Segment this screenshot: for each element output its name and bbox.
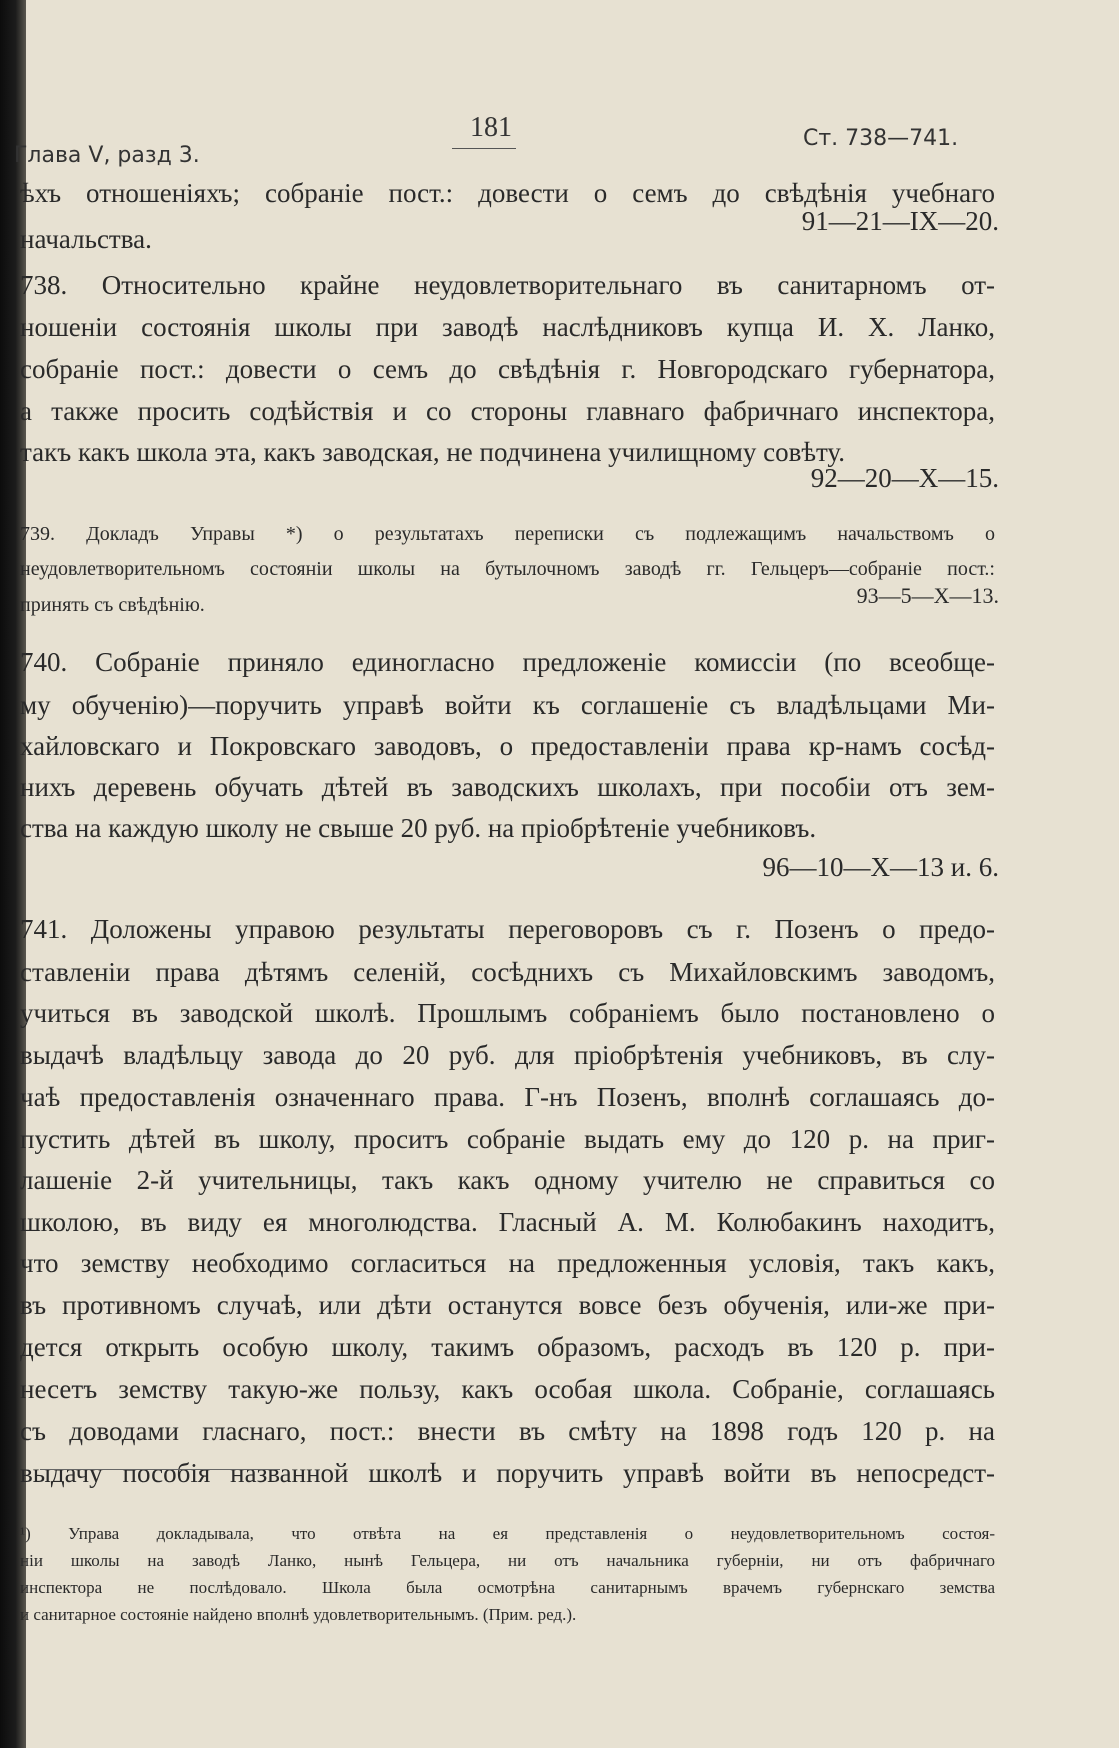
footnote-line: и санитарное состояніе найдено вполнѣ удовлетворительнымъ. (Прим. ред.). <box>20 1605 577 1624</box>
article-741-line: ставленіи права дѣтямъ селеній, сосѣднихъ съ Михайловскимъ заводомъ, <box>20 957 995 987</box>
article-739-line: принять съ свѣдѣнію. <box>20 594 205 616</box>
article-741-line: учиться въ заводской школѣ. Прошлымъ собраніемъ было постановлено о <box>20 998 995 1028</box>
article-739-line: неудовлетворительномъ состояніи школы на бутылочномъ заводѣ гг. Гельцеръ—собраніе пост.: <box>20 558 995 580</box>
article-740-line: ства на каждую школу не свыше 20 руб. на пріобрѣтеніе учебниковъ. <box>20 813 817 843</box>
article-738-line: такъ какъ школа эта, какъ заводская, не подчинена училищному совѣту. <box>20 437 845 467</box>
article-741-line: 741. Доложены управою результаты переговоровъ съ г. Позенъ о предо- <box>20 914 995 944</box>
article-740-line: хайловскаго и Покровскаго заводовъ, о предоставленіи права кр-намъ сосѣд- <box>20 731 995 761</box>
article-741-line: чаѣ предоставленія означеннаго права. Г-нъ Позенъ, вполнѣ соглашаясь до- <box>20 1082 995 1112</box>
session-ref-739: 93—5—X—13. <box>856 583 999 608</box>
article-741-line: дется открыть особую школу, такимъ образомъ, расходъ въ 120 р. при- <box>20 1332 995 1362</box>
footnote-line: ¹) Управа докладывала, что отвѣта на ея представленія о неудовлетворительномъ состоя- <box>20 1524 995 1543</box>
footnote-line: инспектора не послѣдовало. Школа была осмотрѣна санитарнымъ врачемъ губернскаго земства <box>20 1578 995 1597</box>
text-line: начальства. <box>20 224 152 254</box>
article-741-line: выдачѣ владѣльцу завода до 20 руб. для пріобрѣтенія учебниковъ, въ слу- <box>20 1040 995 1070</box>
footnote-rule <box>40 1469 280 1470</box>
page-number-rule <box>452 148 516 149</box>
article-740-line: 740. Собраніе приняло единогласно предложеніе комиссіи (по всеобще- <box>20 647 995 677</box>
article-741-line: пустить дѣтей въ школу, проситъ собраніе выдать ему до 120 р. на приг- <box>20 1124 995 1154</box>
article-741-line: выдачу пособія названной школѣ и поручить управѣ войти въ непосредст- <box>20 1458 995 1488</box>
article-739-line: 739. Докладъ Управы *) о результатахъ переписки съ подлежащимъ начальствомъ о <box>20 523 995 545</box>
running-head-articles: Ст. 738—741. <box>803 126 959 151</box>
running-head-chapter: Глава V, разд 3. <box>14 143 200 168</box>
article-741-line: школою, въ виду ея многолюдства. Гласный А. М. Колюбакинъ находитъ, <box>20 1207 995 1237</box>
article-741-line: съ доводами гласнаго, пост.: внести въ смѣту на 1898 годъ 120 р. на <box>20 1416 995 1446</box>
page-number: 181 <box>470 112 512 143</box>
footnote-line: ніи школы на заводѣ Ланко, нынѣ Гельцера, ни отъ начальника губерніи, ни отъ фабричнаго <box>20 1551 995 1570</box>
article-738-line: 738. Относительно крайне неудовлетворительнаго въ санитарномъ от- <box>20 270 995 300</box>
text-line: ѣхъ отношеніяхъ; собраніе пост.: довести о семъ до свѣдѣнія учебнаго <box>20 178 995 208</box>
article-738-line: собраніе пост.: довести о семъ до свѣдѣнія г. Новгородскаго губернатора, <box>20 354 995 384</box>
article-741-line: лашеніе 2-й учительницы, такъ какъ одному учителю не справиться со <box>20 1165 995 1195</box>
article-741-line: что земству необходимо согласиться на предложенныя условія, такъ какъ, <box>20 1248 995 1278</box>
article-740-line: му обученію)—поручить управѣ войти къ соглашеніе съ владѣльцами Ми- <box>20 690 995 720</box>
article-741-line: несетъ земству такую-же пользу, какъ особая школа. Собраніе, соглашаясь <box>20 1374 995 1404</box>
article-738-line: ношеніи состоянія школы при заводѣ наслѣдниковъ купца И. Х. Ланко, <box>20 312 995 342</box>
article-740-line: нихъ деревень обучать дѣтей въ заводскихъ школахъ, при пособіи отъ зем- <box>20 772 995 802</box>
session-ref-738: 92—20—X—15. <box>810 463 999 493</box>
article-741-line: въ противномъ случаѣ, или дѣти останутся вовсе безъ обученія, или-же при- <box>20 1290 995 1320</box>
session-ref-intro: 91—21—IX—20. <box>801 206 999 236</box>
article-738-line: а также просить содѣйствія и со стороны главнаго фабричнаго инспектора, <box>20 396 995 426</box>
session-ref-740: 96—10—X—13 и. 6. <box>762 852 999 882</box>
